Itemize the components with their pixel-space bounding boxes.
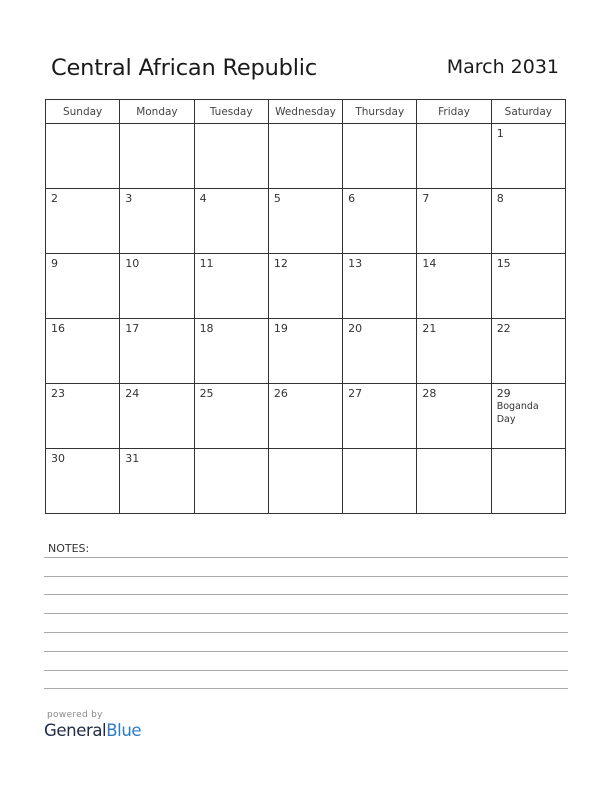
- notes-line: [44, 557, 568, 558]
- calendar-day-cell: [194, 384, 268, 449]
- calendar-day-cell: [268, 189, 342, 254]
- day-number: 16: [51, 322, 65, 335]
- holiday-label: Day: [496, 414, 516, 425]
- day-number: [195, 449, 268, 452]
- calendar-day-cell: [491, 124, 565, 189]
- day-number: 28: [422, 387, 437, 400]
- calendar-day-cell: [120, 384, 194, 449]
- day-number: [269, 124, 342, 127]
- day-number: 6: [348, 192, 356, 205]
- calendar-day-cell: [120, 449, 194, 514]
- calendar-day-cell: [46, 124, 120, 189]
- calendar-day-cell: [120, 319, 194, 384]
- brand-general-text: General: [44, 721, 107, 740]
- calendar-day-cell: [417, 124, 491, 189]
- calendar-country-title: Central African Republic: [51, 55, 318, 81]
- day-number: 27: [348, 387, 363, 400]
- day-number: 15: [496, 257, 511, 270]
- calendar-day-cell: [194, 449, 268, 514]
- notes-line: [44, 632, 568, 633]
- calendar-day-cell: [268, 254, 342, 319]
- calendar-day-cell: [343, 319, 417, 384]
- day-number: [492, 449, 565, 452]
- day-number: 14: [422, 257, 437, 270]
- day-number: 2: [51, 192, 58, 205]
- calendar-day-cell: [417, 319, 491, 384]
- calendar-day-cell: [194, 124, 268, 189]
- day-number: 13: [348, 257, 363, 270]
- calendar-day-cell: [491, 319, 565, 384]
- holiday-label: Boganda: [496, 401, 539, 412]
- calendar-day-cell: [343, 124, 417, 189]
- calendar-day-cell: [46, 449, 120, 514]
- calendar-day-cell: [46, 384, 120, 449]
- day-number: 11: [199, 257, 214, 270]
- calendar-day-cell: [268, 319, 342, 384]
- day-number: 19: [273, 322, 288, 335]
- weekday-header: Friday: [417, 100, 491, 124]
- day-number: 30: [51, 452, 65, 465]
- day-number: 25: [199, 387, 214, 400]
- calendar-day-cell: [268, 124, 342, 189]
- notes-line: [44, 651, 568, 652]
- notes-line: [44, 576, 568, 577]
- calendar-grid: [45, 99, 566, 514]
- weekday-header: Wednesday: [268, 100, 342, 124]
- day-number: [120, 124, 193, 127]
- calendar-day-cell: [194, 189, 268, 254]
- generalblue-logo[interactable]: [44, 721, 141, 740]
- calendar-day-cell: [417, 189, 491, 254]
- day-number: 20: [348, 322, 363, 335]
- weekday-header-row: [46, 100, 566, 124]
- calendar-week-row: [46, 319, 566, 384]
- day-number: 21: [422, 322, 437, 335]
- calendar-week-row: [46, 449, 566, 514]
- calendar-day-cell: [491, 384, 565, 449]
- brand-blue-text: Blue: [106, 721, 142, 740]
- calendar-month-year: March 2031: [446, 56, 559, 78]
- day-number: 29: [496, 387, 511, 400]
- day-number: 9: [51, 257, 58, 270]
- notes-line: [44, 688, 568, 689]
- calendar-day-cell: [120, 189, 194, 254]
- calendar-day-cell: [120, 124, 194, 189]
- notes-line: [44, 613, 568, 614]
- day-number: [46, 124, 119, 127]
- calendar-day-cell: [46, 254, 120, 319]
- calendar-day-cell: [46, 319, 120, 384]
- calendar-day-cell: [417, 254, 491, 319]
- day-number: [195, 124, 268, 127]
- calendar-day-cell: [343, 384, 417, 449]
- day-number: [343, 124, 416, 127]
- day-number: 24: [125, 387, 140, 400]
- calendar-day-cell: [194, 319, 268, 384]
- calendar-day-cell: [268, 449, 342, 514]
- day-number: 12: [273, 257, 288, 270]
- calendar-day-cell: [194, 254, 268, 319]
- calendar-week-row: [46, 254, 566, 319]
- day-number: 10: [125, 257, 140, 270]
- day-number: 22: [496, 322, 511, 335]
- calendar-day-cell: [417, 449, 491, 514]
- notes-label: NOTES:: [48, 542, 90, 555]
- day-number: 23: [51, 387, 65, 400]
- day-number: [269, 449, 342, 452]
- calendar-day-cell: [268, 384, 342, 449]
- weekday-header: Monday: [120, 100, 194, 124]
- day-number: 8: [496, 192, 504, 205]
- notes-line: [44, 594, 568, 595]
- calendar-day-cell: [491, 449, 565, 514]
- day-number: 18: [199, 322, 214, 335]
- day-number: 3: [125, 192, 133, 205]
- weekday-header: Sunday: [46, 100, 120, 124]
- weekday-header: Saturday: [491, 100, 565, 124]
- powered-by-text: powered by: [47, 710, 103, 720]
- calendar-day-cell: [417, 384, 491, 449]
- calendar-week-row: [46, 384, 566, 449]
- notes-line: [44, 670, 568, 671]
- calendar-day-cell: [343, 189, 417, 254]
- day-number: 4: [199, 192, 207, 205]
- calendar-day-cell: [46, 189, 120, 254]
- day-number: 31: [125, 452, 140, 465]
- weekday-header: Thursday: [343, 100, 417, 124]
- day-number: [417, 124, 490, 127]
- day-number: 26: [273, 387, 288, 400]
- day-number: 5: [273, 192, 281, 205]
- calendar-day-cell: [491, 189, 565, 254]
- day-number: 1: [496, 127, 504, 140]
- calendar-week-row: [46, 124, 566, 189]
- weekday-header: Tuesday: [194, 100, 268, 124]
- calendar-week-row: [46, 189, 566, 254]
- day-number: 7: [422, 192, 430, 205]
- day-number: 17: [125, 322, 140, 335]
- calendar-day-cell: [343, 254, 417, 319]
- calendar-day-cell: [120, 254, 194, 319]
- day-number: [343, 449, 416, 452]
- calendar-day-cell: [491, 254, 565, 319]
- day-number: [417, 449, 490, 452]
- calendar-day-cell: [343, 449, 417, 514]
